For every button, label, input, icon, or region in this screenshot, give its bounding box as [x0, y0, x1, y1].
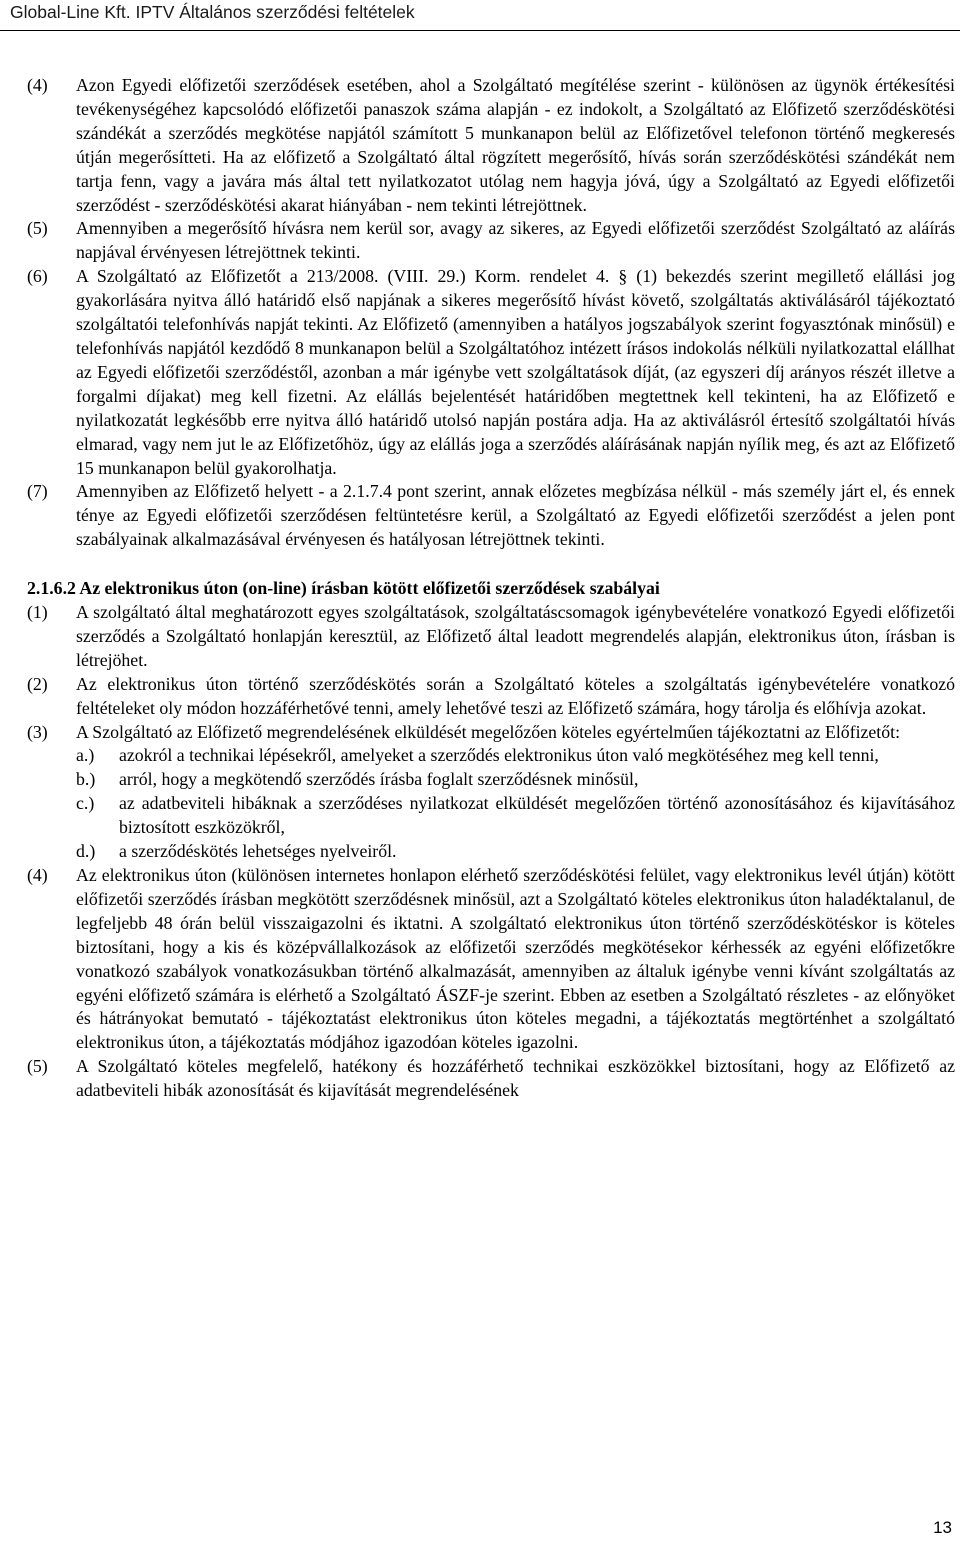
paragraph-text: A szolgáltató által meghatározott egyes szolgáltatások, szolgáltatáscsomagok igénybevételére vonatkozó Egyedi előfizetői szerződés a Szolgáltató honlapján keresztül, az Előfizető által leadott megrendelés alapján, elektronikus úton, írásban is létrejöhet. [76, 602, 955, 670]
online-paragraph-5 [27, 1055, 955, 1103]
online-paragraph-4 [27, 864, 955, 1055]
online-paragraph-1 [27, 601, 955, 673]
paragraph-text: Az elektronikus úton (különösen internetes honlapon elérhető szerződéskötési felület, vagy elektronikus levél útján) kötött előfizetői szerződés írásban megkötött szerződésnek minősül, azt a Szolgáltató köteles elektronikus úton haladéktalanul, de legfeljebb 48 órán belül visszaigazolni és iktatni. A szolgáltató elektronikus úton történő szerződéskötéskor is köteles biztosítani, hogy a kis és középvállalkozások az előfizetői szerződés megkötésekor kérhessék az egyéni előfizetőkre vonatkozó szabályok vonatkozásukban történő alkalmazását, amennyiben az általuk igénybe venni kívánt szolgáltatás az egyéni előfizető számára is elérhető a Szolgáltató ÁSZF-je szerint. Ebben az esetben a Szolgáltató részletes - az előnyöket és hátrányokat bemutató - tájékoztatást elektronikus úton köteles megadni, a tájékoztatás megtörténhet a szolgáltató elektronikus úton, a tájékoztatás módjához igazodóan köteles igazolni. [76, 865, 955, 1053]
paragraph-text: Az elektronikus úton történő szerződéskötés során a Szolgáltató köteles a szolgáltatás igénybevételére vonatkozó feltételeket oly módon hozzáférhetővé tenni, amely lehetővé teszi az Előfizető számára, hogy tárolja és előhívja azokat. [76, 673, 955, 718]
paragraph-number: (5) [27, 1056, 48, 1077]
list-item-label: b.) [76, 769, 96, 790]
paragraph-5 [27, 217, 955, 265]
list-item-b [27, 768, 955, 792]
paragraph-number: (3) [27, 721, 48, 742]
paragraph-number: (2) [27, 673, 48, 694]
online-paragraph-3 [27, 721, 955, 745]
paragraph-4 [27, 74, 955, 217]
document-body [27, 74, 955, 1103]
list-item-text: az adatbeviteli hibáknak a szerződéses nyilatkozat elküldését megelőzően történő azonosításához és kijavításához biztosított eszközökről, [119, 793, 955, 838]
paragraph-number: (5) [27, 218, 48, 239]
paragraph-text: A Szolgáltató az Előfizető megrendelésének elküldését megelőzően köteles egyértelműen tájékoztatni az Előfizetőt: [76, 721, 901, 742]
paragraph-6 [27, 265, 955, 480]
document-header-title: Global-Line Kft. IPTV Általános szerződési feltételek [10, 2, 415, 22]
paragraph-text: Azon Egyedi előfizetői szerződések esetében, ahol a Szolgáltató megítélése szerint - különösen az ügynök értékesítési tevékenységéhez kapcsolódó előfizetői panaszok száma alapján - ez indokolt, a Szolgáltató az Előfizető szerződéskötési szándékát a szerződés megkötése napjától számított 5 munkanapon belül az Előfizetővel telefonon történő megkeresés útján megerősítteti. Ha az előfizető a Szolgáltató által rögzített megerősítő, hívás során szerződéskötési szándékát nem tartja fenn, vagy a javára más által tett nyilatkozatot utólag nem hagyja jóvá, úgy a Szolgáltató az Egyedi előfizetői szerződést - szerződéskötési akarat hiányában - nem tekinti létrejöttnek. [76, 75, 955, 215]
paragraph-number: (1) [27, 602, 48, 623]
list-item-a [27, 744, 955, 768]
list-item-d [27, 840, 955, 864]
list-item-label: a.) [76, 745, 95, 766]
paragraph-text: Amennyiben a megerősítő hívásra nem kerül sor, avagy az sikeres, az Egyedi előfizetői szerződést Szolgáltató az aláírás napjával érvényesen létrejöttnek tekinti. [76, 218, 955, 263]
paragraph-7 [27, 480, 955, 552]
online-paragraph-2 [27, 673, 955, 721]
list-item-text: a szerződéskötés lehetséges nyelveiről. [119, 841, 397, 862]
header-divider [0, 30, 960, 31]
paragraph-number: (7) [27, 481, 48, 502]
list-item-label: c.) [76, 793, 95, 814]
paragraph-number: (4) [27, 75, 48, 95]
paragraph-number: (4) [27, 865, 48, 885]
paragraph-text: Amennyiben az Előfizető helyett - a 2.1.7.4 pont szerint, annak előzetes megbízása nélkül - más személy járt el, és ennek ténye az Egyedi előfizetői szerződésen feltüntetésre kerül, a Szolgáltató az Egyedi előfizetői szerződést a jelen pont szabályainak alkalmazásával érvényesen és hatályosan létrejöttnek tekinti. [76, 481, 955, 550]
paragraph-text: A Szolgáltató az Előfizetőt a 213/2008. (VIII. 29.) Korm. rendelet 4. § (1) bekezdés szerint megillető elállási jog gyakorlására nyitva álló határidő első napjának a sikeres megerősítő hívást követő, szolgáltatás aktiválásáról tájékoztató szolgáltatói telefonhívás napját tekinti. Az Előfizető (amennyiben a hatályos jogszabályok szerint fogyasztónak minősül) e telefonhívás napjától kezdődő 8 munkanapon belül a Szolgáltatóhoz intézett írásos indokolás nélküli nyilatkozattal elállhat az Egyedi előfizetői szerződéstől, azonban a már igénybe vett szolgáltatások díját, (az egyszeri díj arányos részét illetve a forgalmi díjakat) meg kell fizetni. Az elállás bejelentését határidőben megtettnek kell tekinteni, ha az Előfizető e nyilatkozatát legkésőbb erre nyitva álló határidő utolsó napján postára adja. Ha az aktiválásról értesítő szolgáltatói hívás elmarad, vagy nem jut le az Előfizetőhöz, úgy az elállás joga a szerződés aláírásának napján nyílik meg, és azt az Előfizető 15 munkanapon belül gyakorolhatja. [76, 266, 955, 478]
page-number: 13 [933, 1518, 952, 1537]
paragraph-text: A Szolgáltató köteles megfelelő, hatékony és hozzáférhető technikai eszközökkel biztosítani, hogy az Előfizető az adatbeviteli hibák azonosítását és kijavítását megrendelésének [76, 1056, 955, 1101]
list-item-label: d.) [76, 841, 96, 862]
list-item-text: arról, hogy a megkötendő szerződés írásba foglalt szerződésnek minősül, [119, 769, 639, 790]
paragraph-number: (6) [27, 266, 48, 287]
list-item-text: azokról a technikai lépésekről, amelyeket a szerződés elektronikus úton való megkötéséhez meg kell tenni, [119, 745, 879, 766]
list-item-c [27, 792, 955, 840]
section-heading: 2.1.6.2 Az elektronikus úton (on-line) írásban kötött előfizetői szerződések szabályai [27, 578, 660, 599]
